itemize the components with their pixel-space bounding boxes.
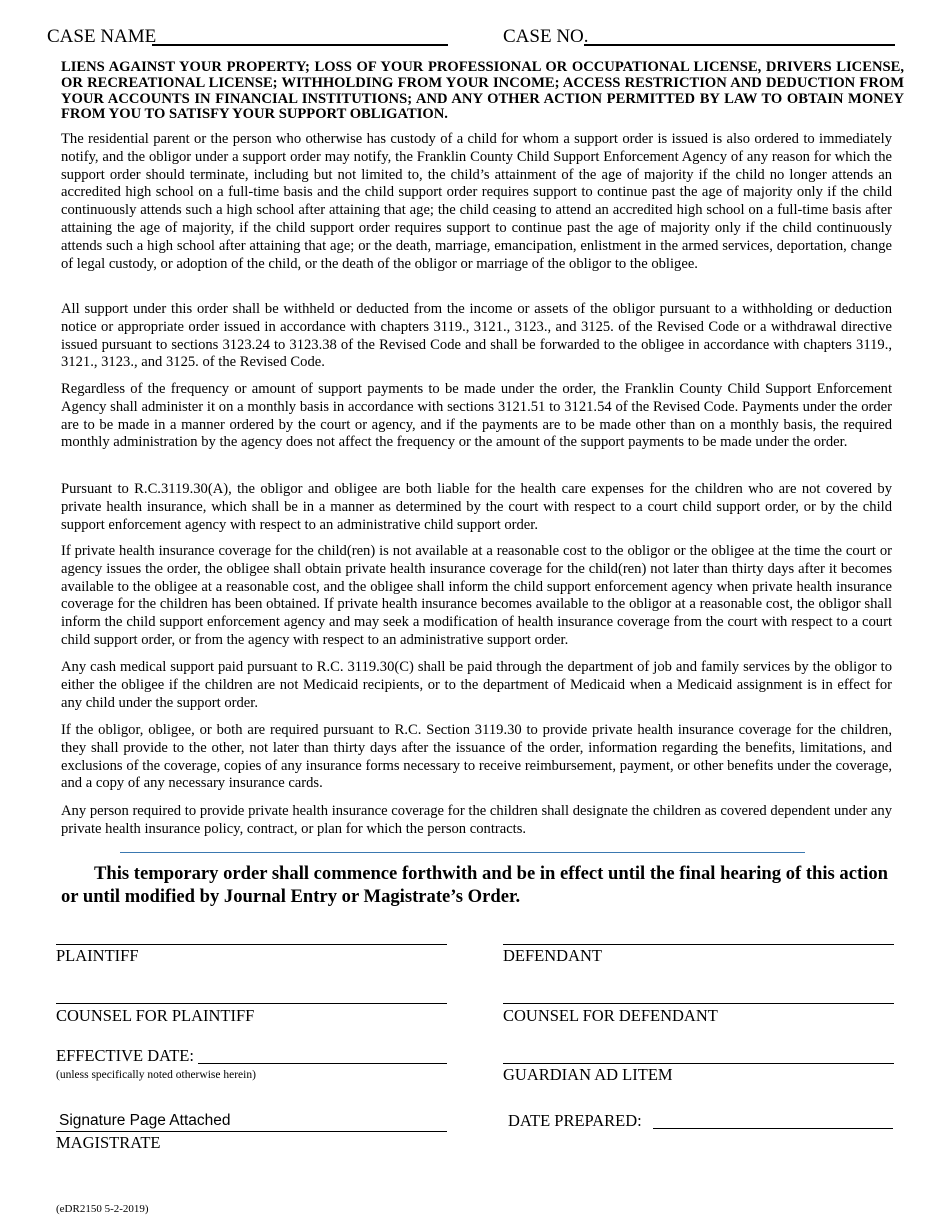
section-divider [120, 852, 805, 853]
magistrate-label: MAGISTRATE [56, 1133, 161, 1152]
paragraph-private-insurance: If private health insurance coverage for the child(ren) is not available at a reasonable cost to the obligor or the obligee at the time the court or agency issues the order, the obligee shall obtain private health insurance coverage for the child(ren) not later than thirty days after it becomes available to the obligee at a reasonable cost, and the obligee shall inform the child support enforcement agency when private health insurance coverage for the children has been obtained. If private health insurance becomes available to the obligor at a reasonable cost, the obligor shall inform the child support enforcement agency and may seek a modification of health insurance coverage from the court with respect to a court child support order, or from the agency with respect to an administrative support order. [61, 543, 892, 648]
magistrate-signature-value: Signature Page Attached [59, 1112, 231, 1129]
case-name-label: CASE NAME [47, 26, 157, 47]
paragraph-withholding: All support under this order shall be withheld or deducted from the income or assets of the obligor pursuant to a withholding or deduction notice or appropriate order issued in accordance with chapters 3119., 3121., 3123., and 3125. of the Revised Code or a withdrawal directive issued pursuant to sections 3123.24 to 3123.38 of the Revised Code and shall be forwarded to the obligee in accordance with chapters 3119., 3121., 3123., and 3125. of the Revised Code. [61, 301, 892, 371]
effective-date-note: (unless specifically noted otherwise herein) [56, 1069, 256, 1081]
commence-statement-text: This temporary order shall commence forthwith and be in effect until the final hearing of this action or until modified by Journal Entry or Magistrate’s Order. [61, 863, 888, 907]
date-prepared-label: DATE PREPARED: [508, 1111, 642, 1130]
counsel-defendant-label: COUNSEL FOR DEFENDANT [503, 1006, 718, 1025]
paragraph-cash-medical: Any cash medical support paid pursuant to R.C. 3119.30(C) shall be paid through the department of job and family services by the obligor to either the obligee if the children are not Medicaid recipients, or to the department of Medicaid when a Medicaid assignment is in effect for any child under the support order. [61, 659, 892, 711]
paragraph-health-care-liability: Pursuant to R.C.3119.30(A), the obligor and obligee are both liable for the health care expenses for the children who are not covered by private health insurance, which shall be in a manner as determined by the court with respect to a court child support order, or by the child support enforcement agency with respect to an administrative child support order. [61, 481, 892, 533]
commence-statement [61, 862, 896, 908]
plaintiff-label: PLAINTIFF [56, 946, 139, 965]
counsel-plaintiff-label: COUNSEL FOR PLAINTIFF [56, 1006, 255, 1025]
case-no-field[interactable] [584, 44, 895, 46]
effective-date-label: EFFECTIVE DATE: [56, 1046, 194, 1065]
defendant-signature-line[interactable] [503, 944, 894, 945]
paragraph-insurance-information: If the obligor, obligee, or both are required pursuant to R.C. Section 3119.30 to provide private health insurance coverage for the children, they shall provide to the other, not later than thirty days after the issuance of the order, information regarding the benefits, limitations, and exclusions of the coverage, copies of any insurance forms necessary to receive reimbursement, payment, or other benefits under the coverage, and a copy of any necessary insurance cards. [61, 722, 892, 792]
paragraph-termination-notice: The residential parent or the person who otherwise has custody of a child for whom a support order is issued is also ordered to immediately notify, and the obligor under a support order may notify, the Franklin County Child Support Enforcement Agency of any reason for which the support order should terminate, including but not limited to, the child’s attainment of the age of majority if the child no longer attends an accredited high school on a full-time basis and the child support order requires support to continue past the age of majority only if the child continuously attends such a high school after attaining that age; the child ceasing to attend an accredited high school on a full-time basis after attaining the age of majority, if the child support order requires support to continue past the age of majority only if the child continuously attends such a high school after attaining that age; or the death, marriage, emancipation, enlistment in the armed services, deportation, change of legal custody, or adoption of the child, or the death of the obligor or marriage of the obligor to the obligee. [61, 131, 892, 272]
defendant-label: DEFENDANT [503, 946, 602, 965]
counsel-plaintiff-signature-line[interactable] [56, 1003, 447, 1004]
paragraph-designate-dependents: Any person required to provide private health insurance coverage for the children shall designate the children as covered dependent under any private health insurance policy, contract, or plan for which the person contracts. [61, 803, 892, 837]
plaintiff-signature-line[interactable] [56, 944, 447, 945]
counsel-defendant-signature-line[interactable] [503, 1003, 894, 1004]
form-code: (eDR2150 5-2-2019) [56, 1203, 149, 1215]
guardian-label: GUARDIAN AD LITEM [503, 1065, 673, 1084]
guardian-signature-line[interactable] [503, 1063, 894, 1064]
paragraph-monthly-administration: Regardless of the frequency or amount of support payments to be made under the order, the Franklin County Child Support Enforcement Agency shall administer it on a monthly basis in accordance with sections 3121.51 to 3121.54 of the Revised Code. Payments under the order are to be made in a manner ordered by the court or agency, and if the payments are to be made other than on a monthly basis, the required monthly administration by the agency does not affect the frequency or the amount of the support payments to be made under the order. [61, 381, 892, 451]
magistrate-signature-line[interactable] [56, 1131, 447, 1132]
case-name-field[interactable] [152, 44, 448, 46]
liens-heading: LIENS AGAINST YOUR PROPERTY; LOSS OF YOUR PROFESSIONAL OR OCCUPATIONAL LICENSE, DRIVERS LICENSE, OR RECREATIONAL LICENSE; WITHHOLDING FROM YOUR INCOME; ACCESS RESTRICTION AND DEDUCTION FROM YOUR ACCOUNTS IN FINANCIAL INSTITUTIONS; AND ANY OTHER ACTION PERMITTED BY LAW TO OBTAIN MONEY FROM YOU TO SATISFY YOUR SUPPORT OBLIGATION. [61, 59, 904, 123]
case-no-label: CASE NO. [503, 26, 589, 47]
date-prepared-field[interactable] [653, 1128, 893, 1129]
effective-date-field[interactable] [198, 1063, 447, 1064]
